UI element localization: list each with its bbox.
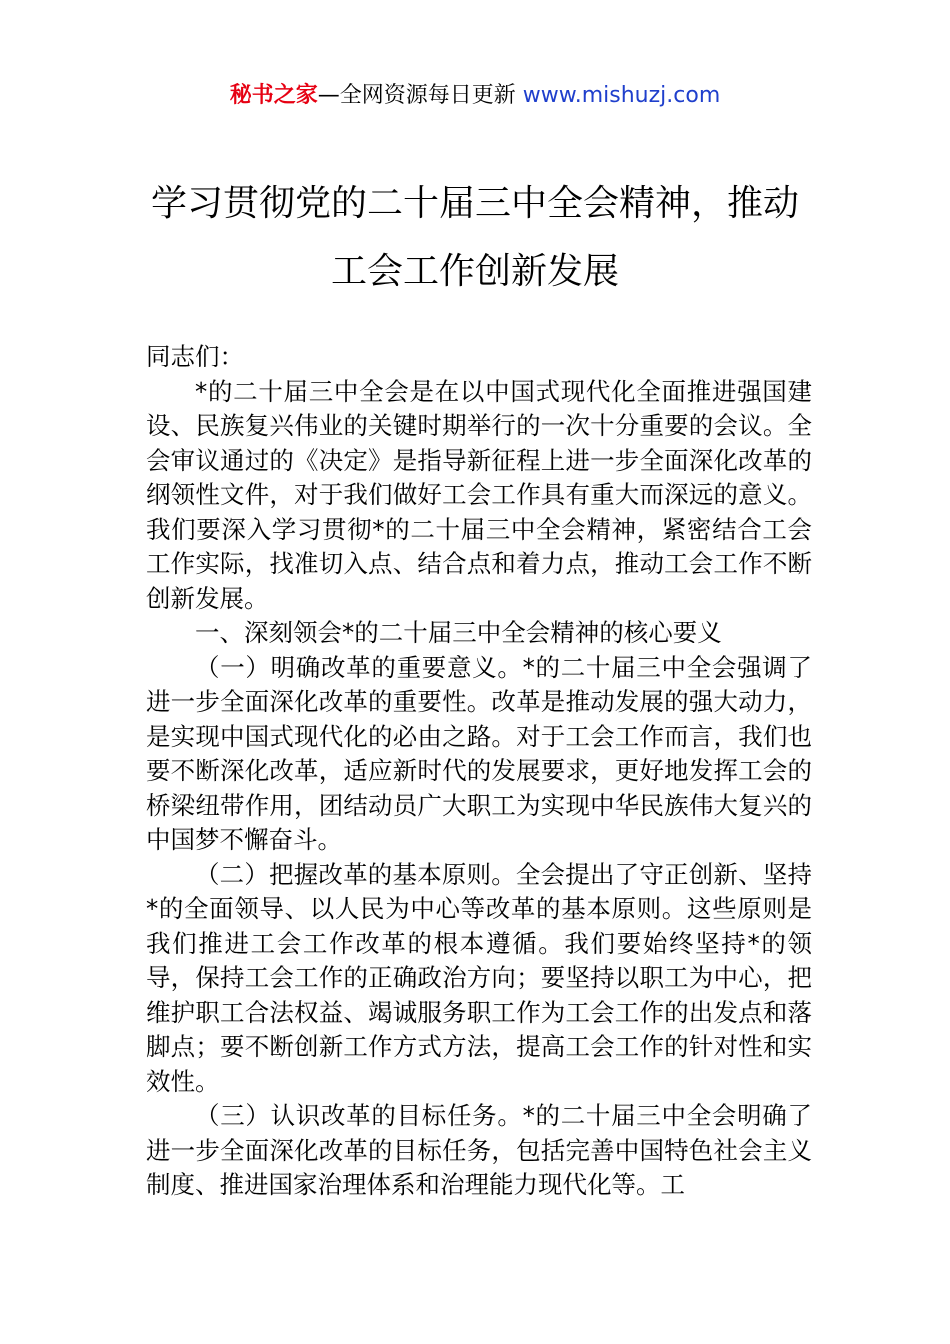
title-line-2: 工会工作创新发展 [330, 251, 619, 292]
section-heading-1: 一、深刻领会*的二十届三中全会精神的核心要义 [195, 618, 722, 647]
site-brand: 秘书之家 [229, 83, 318, 108]
title-line-1: 学习贯彻党的二十届三中全会精神，推动 [150, 183, 799, 224]
subsection-paragraph-2: （二）把握改革的基本原则。全会提出了守正创新、坚持*的全面领导、以人民为中心等改革的基本原则。这些原则是我们推进工会工作改革的根本遵循。我们要始终坚持*的领导，保持工会工作的正确政治方向；要坚持以职工为中心，把维护职工合法权益、竭诚服务职工作为工会工作的出发点和落脚点；要不断创新工作方式方法，提高工会工作的针对性和实效性。 [146, 859, 812, 1096]
subsection-paragraph-3: （三）认识改革的目标任务。*的二十届三中全会明确了进一步全面深化改革的目标任务，包括完善中国特色社会主义制度、推进国家治理体系和治理能力现代化等。工 [146, 1101, 812, 1199]
site-url-link[interactable]: www.mishuzj.com [522, 83, 721, 108]
site-tagline: —全网资源每日更新 [317, 83, 523, 108]
intro-paragraph: *的二十届三中全会是在以中国式现代化全面推进强国建设、民族复兴伟业的关键时期举行的一次十分重要的会议。全会审议通过的《决定》是指导新征程上进一步全面深化改革的纲领性文件，对于我们做好工会工作具有重大而深远的意义。我们要深入学习贯彻*的二十届三中全会精神，紧密结合工会工作实际，找准切入点、结合点和着力点，推动工会工作不断创新发展。 [146, 376, 812, 613]
subsection-paragraph-1: （一）明确改革的重要意义。*的二十届三中全会强调了进一步全面深化改革的重要性。改革是推动发展的强大动力，是实现中国式现代化的必由之路。对于工会工作而言，我们也要不断深化改革，适应新时代的发展要求，更好地发挥工会的桥梁纽带作用，团结动员广大职工为实现中华民族伟大复兴的中国梦不懈奋斗。 [146, 652, 812, 854]
document-title [140, 170, 810, 306]
greeting: 同志们： [146, 342, 244, 371]
document-body [146, 340, 812, 1203]
site-header [0, 80, 950, 112]
